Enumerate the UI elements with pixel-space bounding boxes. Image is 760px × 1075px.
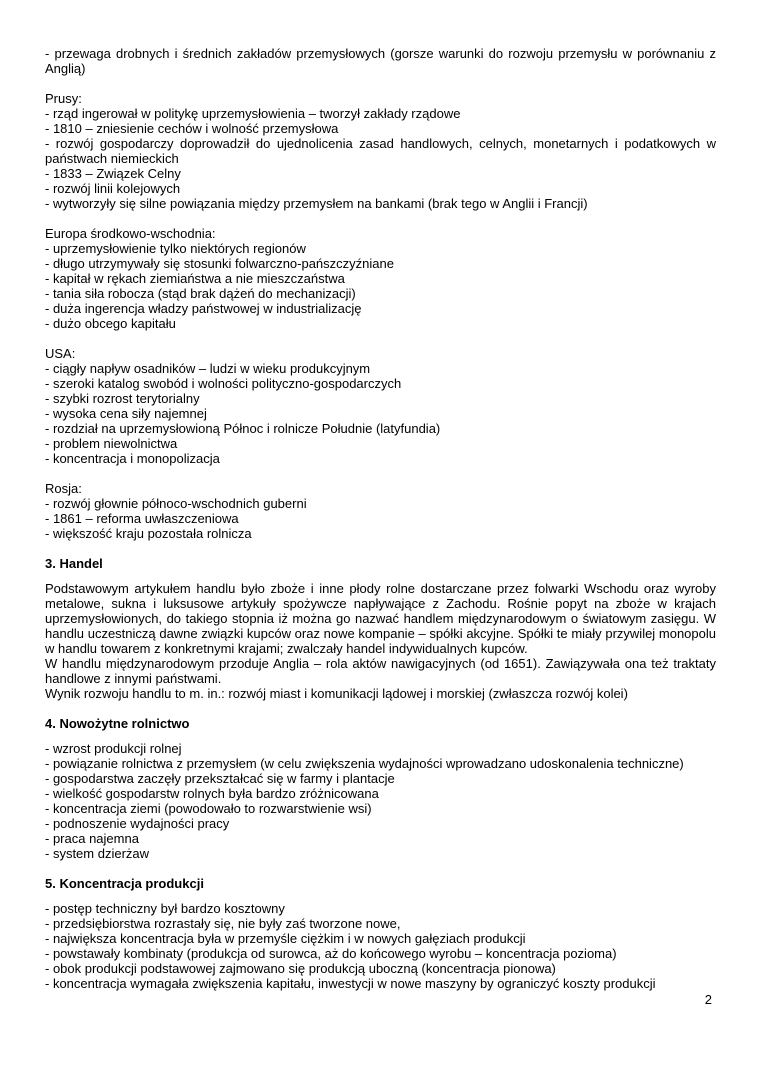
page-content — [45, 46, 716, 1006]
section-rolnictwo-body — [45, 741, 716, 861]
list-item: - rozdział na uprzemysłowioną Północ i rolnicze Południe (latyfundia) — [45, 421, 441, 436]
list-item: - powstawały kombinaty (produkcja od surowca, aż do końcowego wyrobu – koncentracja pozioma) — [45, 946, 617, 961]
section-europa — [45, 226, 716, 331]
list-item: - szeroki katalog swobód i wolności polityczno-gospodarczych — [45, 376, 402, 391]
list-item: - gospodarstwa zaczęły przekształcać się w farmy i plantacje — [45, 771, 395, 786]
heading-koncentracja: 5. Koncentracja produkcji — [45, 876, 204, 891]
paragraph: Podstawowym artykułem handlu było zboże i inne płody rolne dostarczane przez folwarki Wschodu oraz wyroby metalowe, sukna i luksusowe artykuły spożywcze napływające z Zachodu. Rośnie popyt na zboże w krajach uprzemysłowionych, do takiego stopnia iż można go nazwać handlem międzynarodowym o światowym zasięgu. W handlu uczestniczą dawne związki kupców oraz nowe kompanie – spółki akcyjne. Spółki te miały przywilej monopolu w handlu towarem z konkretnymi krajami; zwalczały handel indywidualnych kupców. — [45, 581, 716, 656]
section-koncentracja-body — [45, 901, 716, 991]
list-item: - szybki rozrost terytorialny — [45, 391, 200, 406]
list-item: - koncentracja wymagała zwiększenia kapitału, inwestycji w nowe maszyny by ograniczyć koszty produkcji — [45, 976, 656, 991]
list-item: - powiązanie rolnictwa z przemysłem (w celu zwiększenia wydajności wprowadzano udoskonalenia techniczne) — [45, 756, 684, 771]
list-item: - wytworzyły się silne powiązania między przemysłem na bankami (brak tego w Anglii i Francji) — [45, 196, 588, 211]
section-rosja — [45, 481, 716, 541]
list-item: - system dzierżaw — [45, 846, 150, 861]
list-item: - postęp techniczny był bardzo kosztowny — [45, 901, 285, 916]
list-item: - wielkość gospodarstw rolnych była bardzo zróżnicowana — [45, 786, 379, 801]
list-item: - 1810 – zniesienie cechów i wolność przemysłowa — [45, 121, 339, 136]
section-title: Prusy: — [45, 91, 82, 106]
list-item: - rozwój linii kolejowych — [45, 181, 181, 196]
section-title: Rosja: — [45, 481, 82, 496]
list-item: - obok produkcji podstawowej zajmowano się produkcją uboczną (koncentracja pionowa) — [45, 961, 556, 976]
paragraph: W handlu międzynarodowym przoduje Anglia – rola aktów nawigacyjnych (od 1651). Zawiązywała ona też traktaty handlowe z innymi państwami. — [45, 656, 716, 686]
list-item: - 1833 – Związek Celny — [45, 166, 181, 181]
page-number: 2 — [704, 992, 712, 1007]
paragraph: Wynik rozwoju handlu to m. in.: rozwój miast i komunikacji lądowej i morskiej (zwłaszcza rozwój kolei) — [45, 686, 628, 701]
heading-rolnictwo: 4. Nowożytne rolnictwo — [45, 716, 190, 731]
list-item: - podnoszenie wydajności pracy — [45, 816, 230, 831]
list-item: - ciągły napływ osadników – ludzi w wieku produkcyjnym — [45, 361, 371, 376]
list-item: - rozwój gospodarczy doprowadził do ujednolicenia zasad handlowych, celnych, monetarnych i podatkowych w państwach niemieckich — [45, 136, 716, 166]
list-item: - praca najemna — [45, 831, 139, 846]
list-item: - rząd ingerował w politykę uprzemysłowienia – tworzył zakłady rządowe — [45, 106, 461, 121]
list-item: - długo utrzymywały się stosunki folwarczno-pańszczyźniane — [45, 256, 394, 271]
list-item: - kapitał w rękach ziemiaństwa a nie mieszczaństwa — [45, 271, 345, 286]
list-item: - dużo obcego kapitału — [45, 316, 176, 331]
section-prusy — [45, 91, 716, 211]
section-title: USA: — [45, 346, 76, 361]
list-item: - wzrost produkcji rolnej — [45, 741, 182, 756]
list-item: - przedsiębiorstwa rozrastały się, nie były zaś tworzone nowe, — [45, 916, 401, 931]
intro-paragraph: - przewaga drobnych i średnich zakładów przemysłowych (gorsze warunki do rozwoju przemysłu w porównaniu z Anglią) — [45, 46, 716, 76]
list-item: - koncentracja ziemi (powodowało to rozwarstwienie wsi) — [45, 801, 372, 816]
list-item: - problem niewolnictwa — [45, 436, 178, 451]
list-item: - największa koncentracja była w przemyśle ciężkim i w nowych gałęziach produkcji — [45, 931, 526, 946]
section-usa — [45, 346, 716, 466]
list-item: - uprzemysłowienie tylko niektórych regionów — [45, 241, 306, 256]
section-handel-body — [45, 581, 716, 701]
list-item: - duża ingerencja władzy państwowej w industrializację — [45, 301, 362, 316]
list-item: - wysoka cena siły najemnej — [45, 406, 207, 421]
list-item: - tania siła robocza (stąd brak dążeń do mechanizacji) — [45, 286, 356, 301]
section-title: Europa środkowo-wschodnia: — [45, 226, 216, 241]
list-item: - rozwój głownie północo-wschodnich guberni — [45, 496, 307, 511]
list-item: - większość kraju pozostała rolnicza — [45, 526, 252, 541]
heading-handel: 3. Handel — [45, 556, 103, 571]
list-item: - 1861 – reforma uwłaszczeniowa — [45, 511, 239, 526]
list-item: - koncentracja i monopolizacja — [45, 451, 220, 466]
